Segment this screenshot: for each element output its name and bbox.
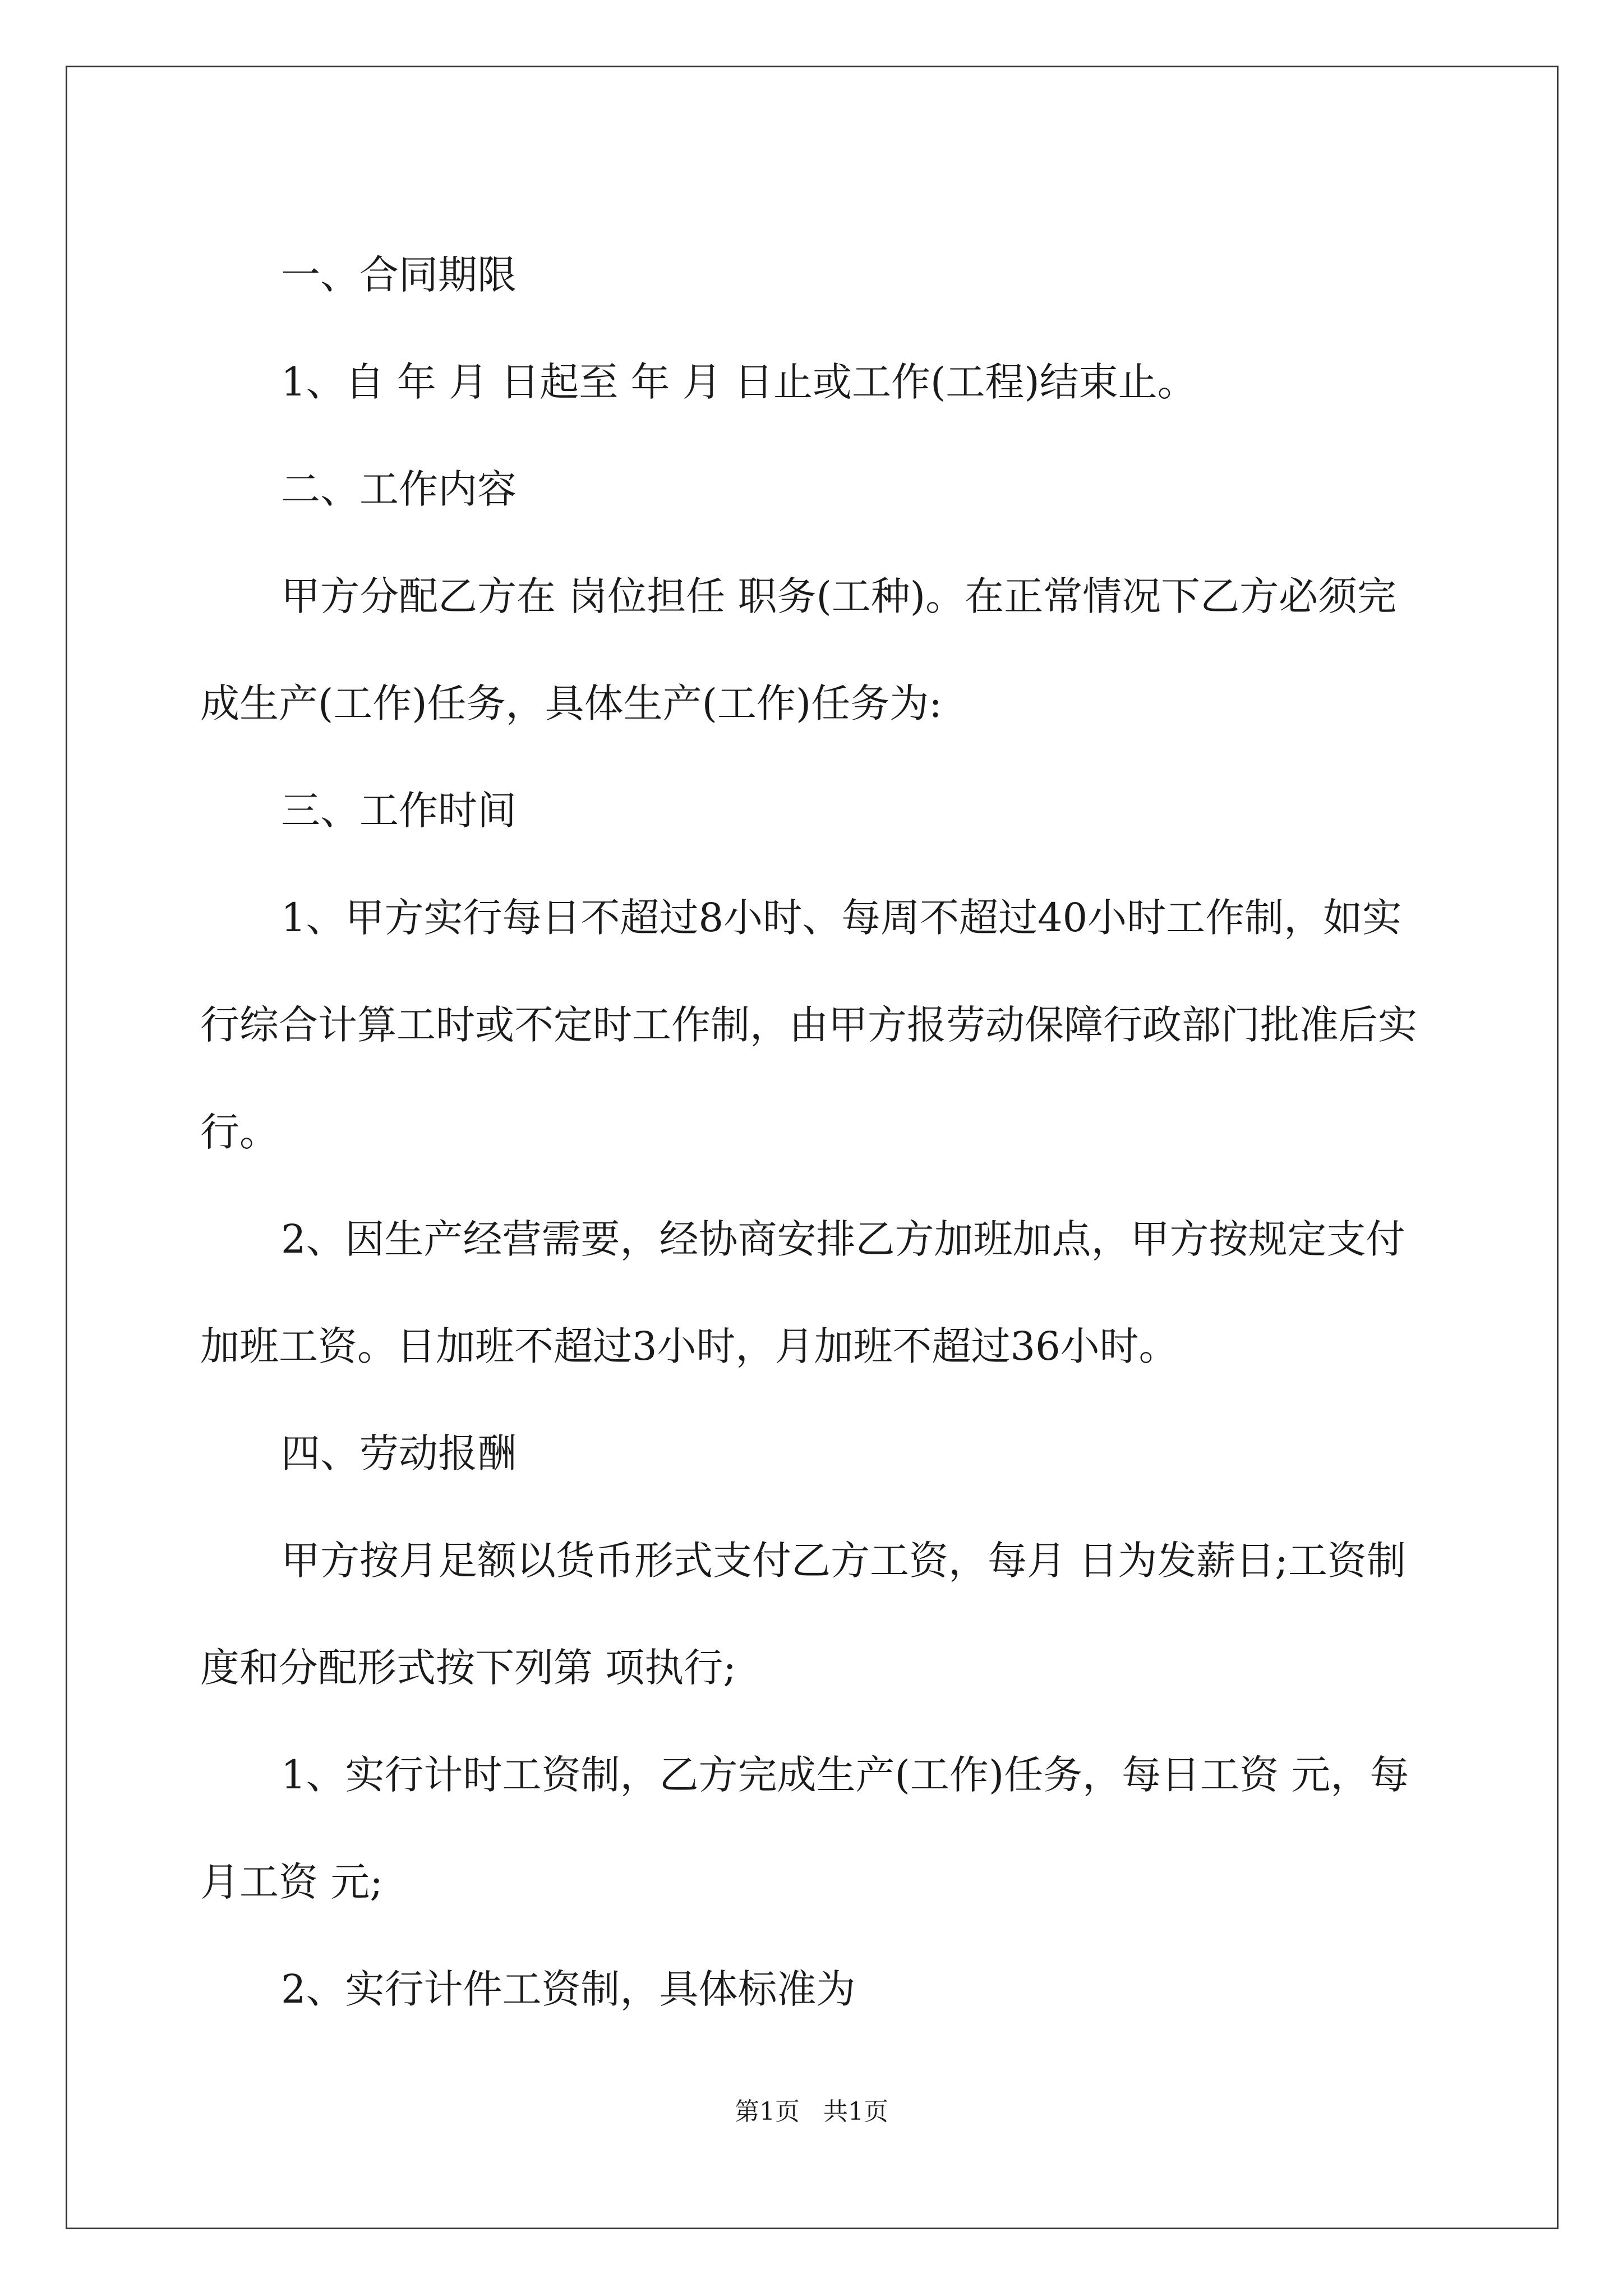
clause-remuneration-2: 2、实行计件工资制，具体标准为 bbox=[281, 1966, 856, 2012]
page-number: 第1页 bbox=[735, 2097, 800, 2126]
section-heading-remuneration: 四、劳动报酬 bbox=[281, 1430, 517, 1476]
document-body bbox=[200, 222, 1430, 2043]
section-heading-term: 一、合同期限 bbox=[281, 252, 517, 298]
clause-remuneration: 甲方按月足额以货币形式支付乙方工资，每月 日为发薪日;工资制度和分配形式按下列第 项执行; bbox=[200, 1538, 1406, 1691]
clause-work-hours-1: 1、甲方实行每日不超过8小时、每周不超过40小时工作制，如实行综合计算工时或不定时工作制，由甲方报劳动保障行政部门批准后实行。 bbox=[200, 895, 1417, 1155]
page-total: 共1页 bbox=[823, 2097, 888, 2126]
page-footer bbox=[0, 2091, 1623, 2127]
clause-work-content: 甲方分配乙方在 岗位担任 职务(工种)。在正常情况下乙方必须完成生产(工作)任务，具体生产(工作)任务为: bbox=[200, 573, 1397, 726]
clause-term-period: 1、自 年 月 日起至 年 月 日止或工作(工程)结束止。 bbox=[281, 359, 1197, 405]
clause-remuneration-1: 1、实行计时工资制，乙方完成生产(工作)任务，每日工资 元，每月工资 元; bbox=[200, 1752, 1409, 1905]
clause-work-hours-2: 2、因生产经营需要，经协商安排乙方加班加点，甲方按规定支付加班工资。日加班不超过3小时，月加班不超过36小时。 bbox=[200, 1216, 1405, 1369]
section-heading-work-content: 二、工作内容 bbox=[281, 466, 517, 512]
section-heading-work-hours: 三、工作时间 bbox=[281, 788, 517, 834]
